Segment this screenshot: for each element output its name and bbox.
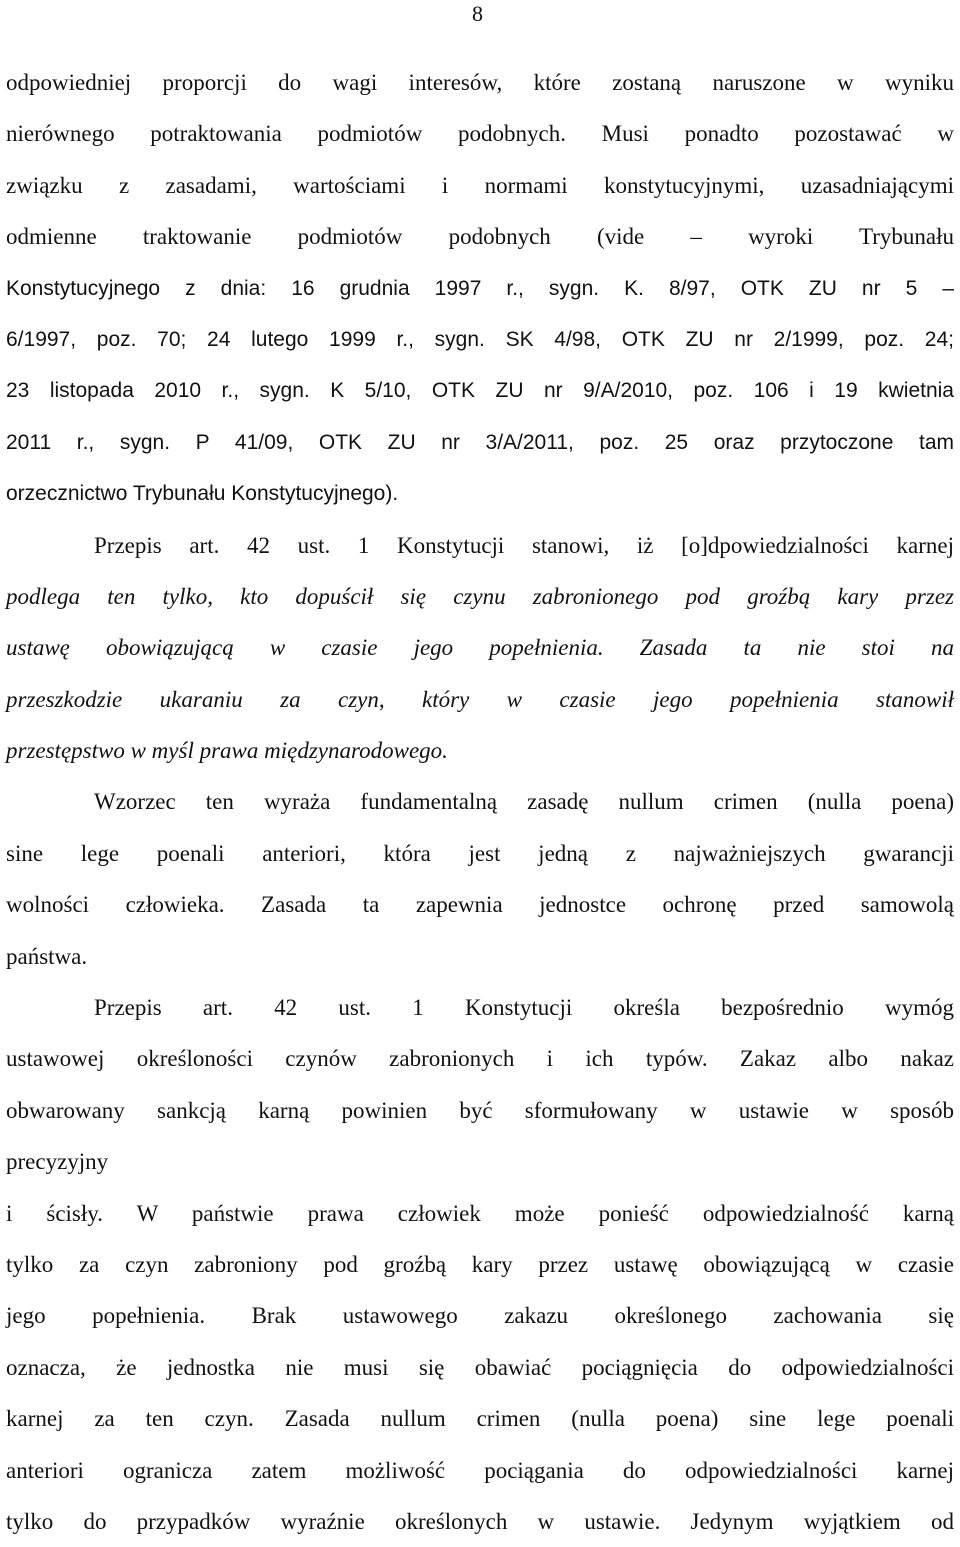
text-line: obwarowany sankcją karną powinien być sformułowany w ustawie w sposób [6, 1097, 954, 1123]
text-line: 2011 r., sygn. P 41/09, OTK ZU nr 3/A/2011, poz. 25 oraz przytoczone tam [6, 430, 954, 454]
text-line: karnej za ten czyn. Zasada nullum crimen (nulla poena) sine lege poenali [6, 1406, 954, 1432]
text-line: 23 listopada 2010 r., sygn. K 5/10, OTK ZU nr 9/A/2010, poz. 106 i 19 kwietnia [6, 379, 954, 403]
text-line: tylko do przypadków wyraźnie określonych w ustawie. Jedynym wyjątkiem od [6, 1508, 954, 1534]
text-line: państwa. [6, 943, 88, 969]
text-line: Przepis art. 42 ust. 1 Konstytucji stanowi, iż [o]dpowiedzialności karnej [94, 532, 954, 558]
text-line: przeszkodzie ukaraniu za czyn, który w czasie jego popełnienia stanowił [6, 686, 954, 712]
page-number: 8 [472, 1, 483, 26]
text-line: przestępstwo w myśl prawa międzynarodowego. [6, 738, 448, 764]
text-line: orzecznictwo Trybunału Konstytucyjnego). [6, 482, 399, 506]
text-line: podlega ten tylko, kto dopuścił się czynu zabronionego pod groźbą kary przez [6, 583, 954, 609]
text-line: Konstytucyjnego z dnia: 16 grudnia 1997 r., sygn. K. 8/97, OTK ZU nr 5 – [6, 276, 954, 300]
text-line: jego popełnienia. Brak ustawowego zakazu określonego zachowania się [6, 1303, 954, 1329]
text-line: oznacza, że jednostka nie musi się obawiać pociągnięcia do odpowiedzialności [6, 1354, 954, 1380]
text-line: Wzorzec ten wyraża fundamentalną zasadę nullum crimen (nulla poena) [94, 789, 954, 815]
text-line: ustawę obowiązującą w czasie jego popełnienia. Zasada ta nie stoi na [6, 635, 954, 661]
text-line: precyzyjny [6, 1149, 109, 1175]
text-line: tylko za czyn zabroniony pod groźbą kary przez ustawę obowiązującą w czasie [6, 1251, 954, 1277]
text-line: ustawowej określoności czynów zabronionych i ich typów. Zakaz albo nakaz [6, 1046, 954, 1072]
text-line: i ścisły. W państwie prawa człowiek może ponieść odpowiedzialność karną [6, 1200, 954, 1226]
text-line: odpowiedniej proporcji do wagi interesów, które zostaną naruszone w wyniku [6, 70, 954, 95]
text-line: związku z zasadami, wartościami i normami konstytucyjnymi, uzasadniającymi [6, 172, 954, 198]
text-line: sine lege poenali anteriori, która jest jedną z najważniejszych gwarancji [6, 840, 954, 866]
text-line: wolności człowieka. Zasada ta zapewnia jednostce ochronę przed samowolą [6, 892, 954, 918]
text-line: odmienne traktowanie podmiotów podobnych (vide – wyroki Trybunału [6, 224, 954, 250]
text-line: Przepis art. 42 ust. 1 Konstytucji określa bezpośrednio wymóg [94, 995, 954, 1021]
text-line: 6/1997, poz. 70; 24 lutego 1999 r., sygn. SK 4/98, OTK ZU nr 2/1999, poz. 24; [6, 327, 954, 351]
text-line: anteriori ogranicza zatem możliwość pociągania do odpowiedzialności karnej [6, 1457, 954, 1483]
text-line: nierównego potraktowania podmiotów podobnych. Musi ponadto pozostawać w [6, 121, 954, 147]
document-body [6, 57, 954, 1547]
